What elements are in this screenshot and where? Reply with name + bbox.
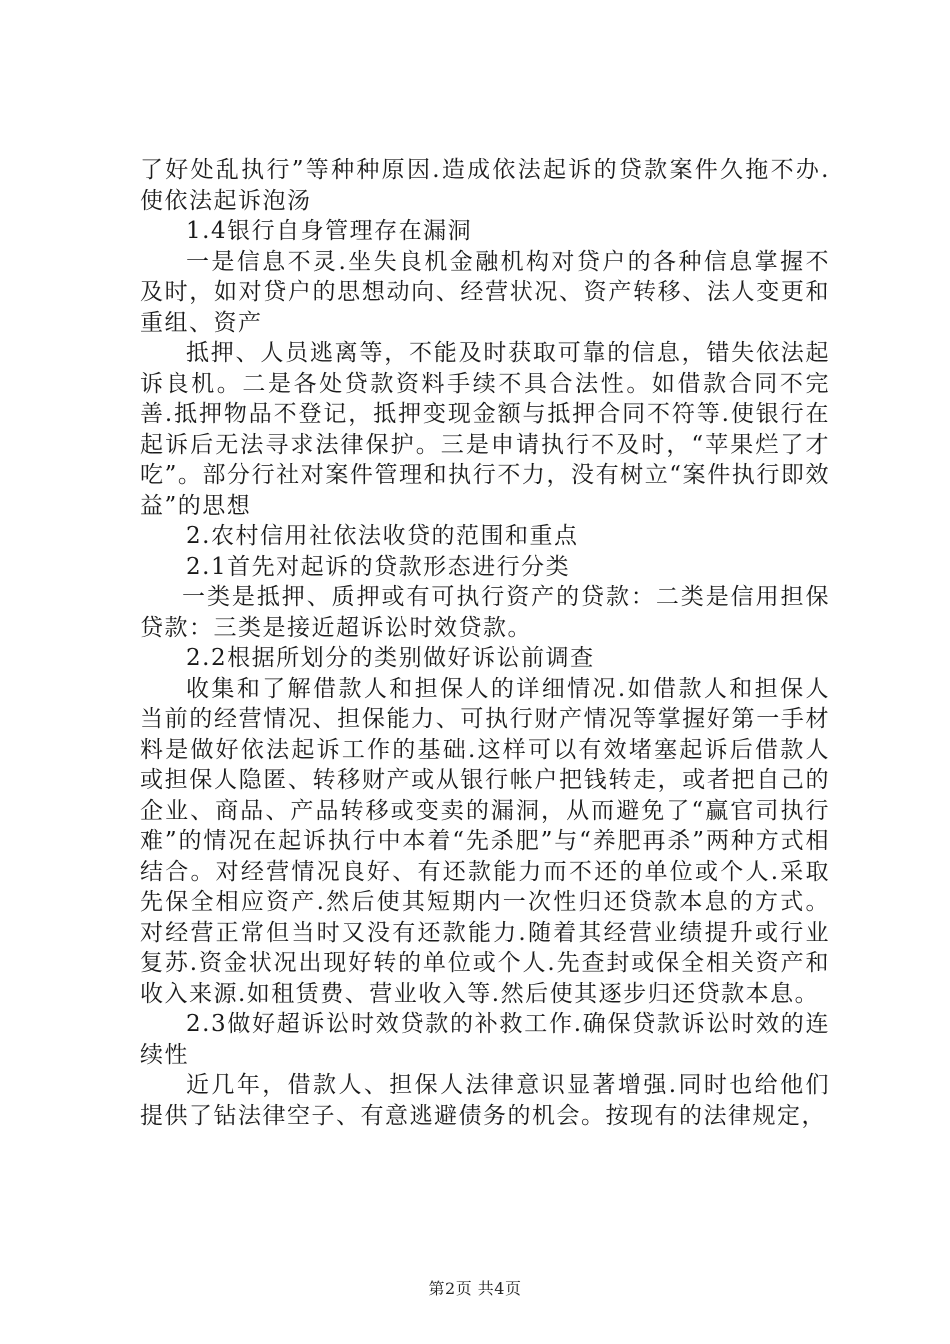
- section-heading-2-2: 2.2根据所划分的类别做好诉讼前调查: [186, 645, 595, 671]
- document-body: [140, 155, 830, 1131]
- paragraph-investigation: 收集和了解借款人和担保人的详细情况.如借款人和担保人当前的经营情况、担保能力、可执行财产情况等掌握好第一手材料是做好依法起诉工作的基础.这样可以有效堵塞起诉后借款人或担保人隐匿、转移财产或从银行帐户把钱转走，或者把自己的企业、商品、产品转移或变卖的漏洞，从而避免了“赢官司执行难”的情况在起诉执行中本着“先杀肥”与“养肥再杀”两种方式相结合。对经营情况良好、有还款能力而不还的单位或个人.采取先保全相应资产.然后使其短期内一次性归还贷款本息的方式。对经营正常但当时又没有还款能力.随着其经营业绩提升或行业复苏.资金状况出现好转的单位或个人.先查封或保全相关资产和收入来源.如租赁费、营业收入等.然后使其逐步归还贷款本息。: [140, 675, 830, 1007]
- section-heading-1-4: 1.4银行自身管理存在漏洞: [186, 218, 473, 244]
- paragraph-mortgage: 抵押、人员逃离等，不能及时获取可靠的信息，错失依法起诉良机。二是各处贷款资料手续不具合法性。如借款合同不完善.抵押物品不登记，抵押变现金额与抵押合同不符等.使银行在起诉后无法寻求法律保护。三是申请执行不及时，“苹果烂了才吃”。部分行社对案件管理和执行不力，没有树立“案件执行即效益”的思想: [140, 340, 830, 519]
- paragraph-legal-awareness: 近几年，借款人、担保人法律意识显著增强.同时也给他们提供了钻法律空子、有意逃避债务的机会。按现有的法律规定，: [140, 1072, 830, 1129]
- paragraph-information: 一是信息不灵.坐失良机金融机构对贷户的各种信息掌握不及时，如对贷户的思想动向、经营状况、资产转移、法人变更和重组、资产: [140, 248, 830, 336]
- section-heading-2-3: 2.3做好超诉讼时效贷款的补救工作.确保贷款诉讼时效的连续性: [140, 1011, 830, 1068]
- section-heading-2-1: 2.1首先对起诉的贷款形态进行分类: [186, 553, 571, 580]
- paragraph-loan-types: 一类是抵押、质押或有可执行资产的贷款：二类是信用担保贷款：三类是接近超诉讼时效贷款。: [140, 584, 830, 641]
- paragraph-continuation: 了好处乱执行”等种种原因.造成依法起诉的贷款案件久拖不办.使依法起诉泡汤: [140, 157, 830, 214]
- page-number-footer: 第2页 共4页: [428, 1279, 522, 1298]
- section-heading-2: 2.农村信用社依法收贷的范围和重点: [186, 523, 579, 549]
